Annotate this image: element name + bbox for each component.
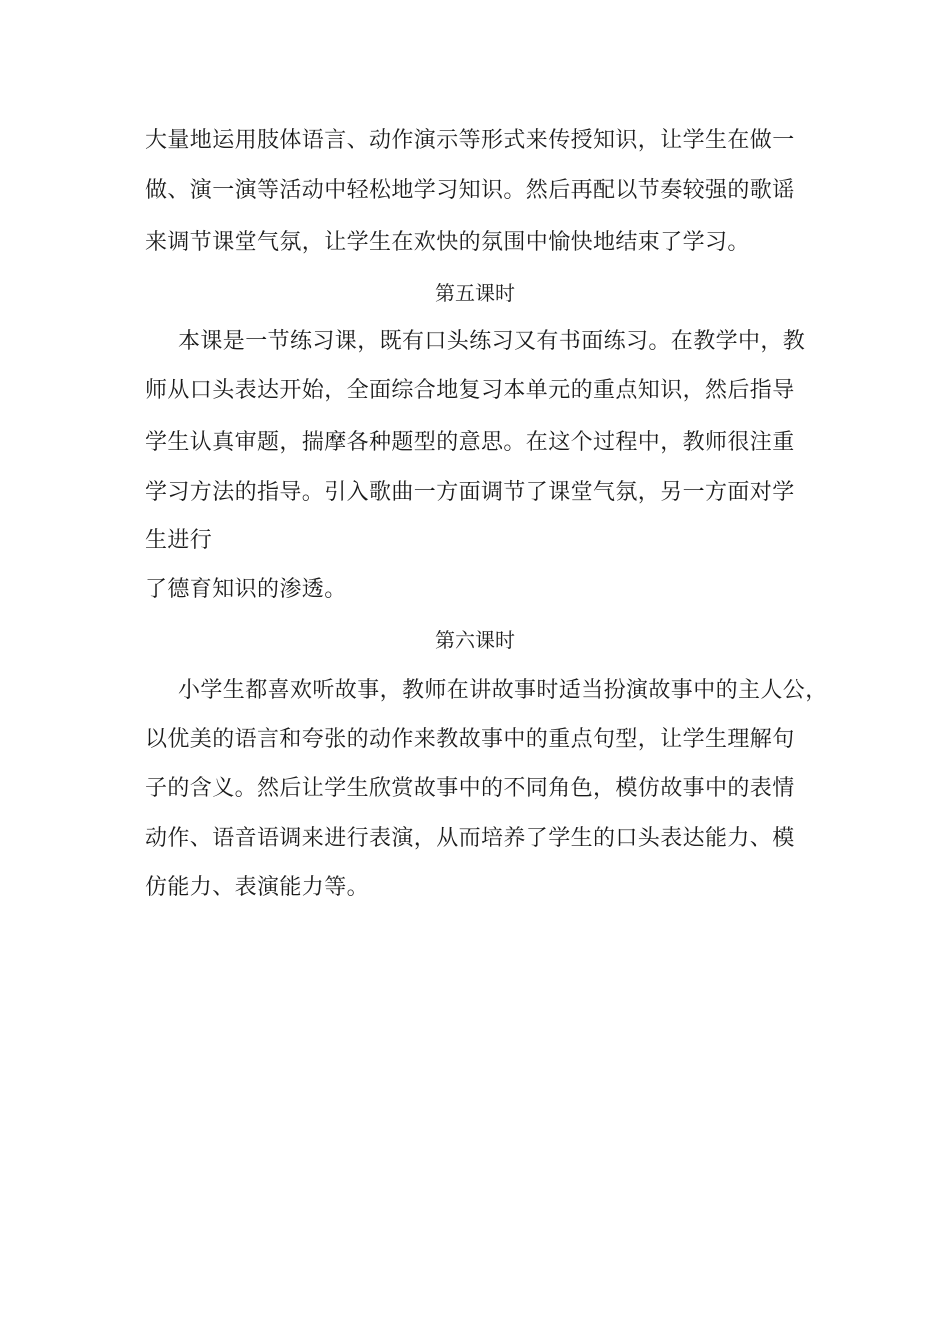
paragraph-line: 本课是一节练习课，既有口头练习又有书面练习。在教学中，教 (178, 329, 806, 354)
paragraph-line: 师从口头表达开始，全面综合地复习本单元的重点知识，然后指导 (145, 378, 795, 403)
section-heading-lesson-6: 第六课时 (435, 628, 515, 652)
paragraph-line: 以优美的语言和夸张的动作来教故事中的重点句型，让学生理解句 (145, 727, 795, 752)
section-heading-lesson-5: 第五课时 (435, 281, 515, 305)
paragraph-line: 做、演一演等活动中轻松地学习知识。然后再配以节奏较强的歌谣 (145, 178, 795, 203)
paragraph-line: 来调节课堂气氛，让学生在欢快的氛围中愉快地结束了学习。 (145, 230, 750, 255)
paragraph-line: 学习方法的指导。引入歌曲一方面调节了课堂气氛，另一方面对学 (145, 480, 795, 505)
paragraph-line: 生进行 (145, 528, 213, 553)
paragraph-line: 学生认真审题，揣摩各种题型的意思。在这个过程中，教师很注重 (145, 430, 795, 455)
paragraph-line: 子的含义。然后让学生欣赏故事中的不同角色，模仿故事中的表情 (145, 776, 795, 801)
paragraph-line: 了德育知识的渗透。 (145, 577, 347, 602)
paragraph-line: 仿能力、表演能力等。 (145, 875, 370, 900)
paragraph-line: 小学生都喜欢听故事，教师在讲故事时适当扮演故事中的主人公， (178, 678, 828, 703)
paragraph-line: 大量地运用肢体语言、动作演示等形式来传授知识，让学生在做一 (145, 128, 795, 153)
paragraph-line: 动作、语音语调来进行表演，从而培养了学生的口头表达能力、模 (145, 826, 795, 851)
